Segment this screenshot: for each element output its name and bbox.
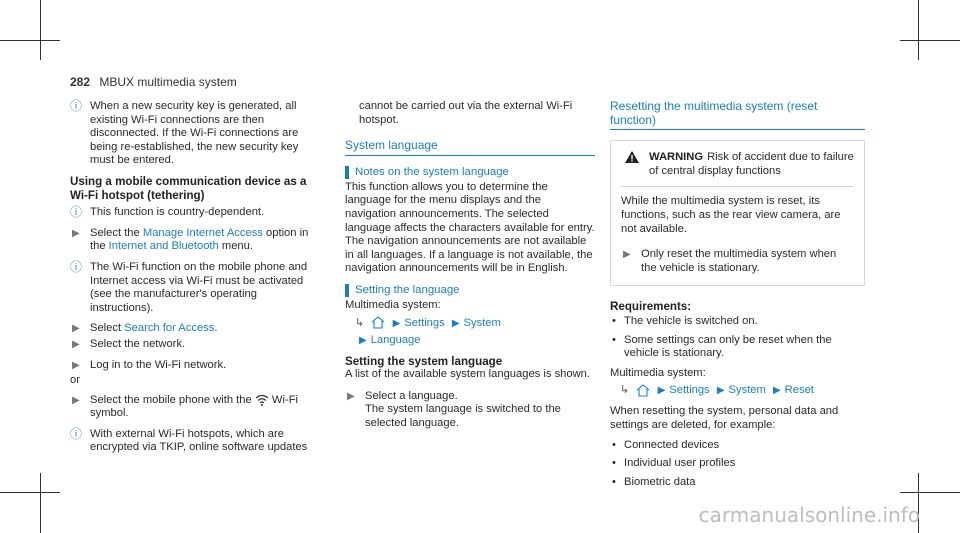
- multimedia-label: Multimedia system:: [345, 298, 441, 311]
- step-arrow-icon: ▶: [72, 359, 80, 371]
- wifi-icon: [255, 394, 269, 406]
- info-icon: ⓘ: [70, 205, 83, 220]
- continued-text: cannot be carried out via the external Wi-Fi hotspot.: [359, 100, 573, 126]
- chevron-icon: ▶: [716, 385, 725, 397]
- menu-link-internet-bluetooth: Internet and Bluetooth: [108, 240, 219, 253]
- chevron-icon: ▶: [772, 385, 781, 397]
- list-item: • Biometric data: [612, 475, 696, 488]
- step: ▶ Select the mobile phone with the Wi-Fi symbol.: [72, 393, 299, 420]
- list-item: • Individual user profiles: [612, 457, 736, 470]
- crop-mark: [900, 492, 960, 493]
- path-item: System: [463, 316, 501, 329]
- page-header: [70, 75, 237, 89]
- warning-box: [610, 140, 865, 286]
- chevron-icon: ▶: [657, 385, 666, 397]
- note: ⓘ When a new security key is generated, all existing Wi-Fi connections are then disconnected. If the Wi-Fi connections are being re-established, the new security key must be entered.: [70, 99, 299, 167]
- step-arrow-icon: ▶: [72, 227, 80, 239]
- watermark: carmanualsonline.info: [698, 503, 920, 527]
- path-item: Settings: [404, 316, 445, 329]
- list-item: • Some settings can only be reset when the vehicle is stationary.: [612, 333, 832, 360]
- crop-mark: [918, 0, 919, 60]
- page-title: MBUX multimedia system: [99, 75, 237, 89]
- list-item: • Connected devices: [612, 438, 720, 451]
- menu-path: [610, 382, 865, 399]
- or-text: or: [70, 374, 80, 387]
- chevron-icon: ▶: [359, 334, 367, 346]
- subheading-notes: Notes on the system language: [345, 166, 595, 179]
- paragraph: A list of the available system languages is shown.: [345, 368, 591, 381]
- menu-link-manage-internet-access: Manage Internet Access: [142, 226, 263, 239]
- paragraph: While the multimedia system is reset, its functions, such as the rear view camera, are not available.: [621, 195, 841, 235]
- menu-link-search-access: Search for Access: [124, 322, 215, 335]
- subheading-setting-language: Setting the language: [345, 284, 595, 297]
- section-heading-system-language: System language: [345, 139, 595, 156]
- warning: WARNING Risk of accident due to failure of central display functions: [621, 151, 854, 178]
- paragraph: When resetting the system, personal data and settings are deleted, for example:: [610, 405, 839, 431]
- step-arrow-icon: ▶: [72, 323, 80, 335]
- page-number: 282: [70, 75, 91, 89]
- crop-mark: [0, 40, 60, 41]
- step-arrow-icon: ▶: [72, 394, 80, 406]
- crop-mark: [40, 473, 41, 533]
- step-arrow-icon: ▶: [347, 390, 355, 402]
- note: ⓘ This function is country-dependent.: [70, 205, 265, 220]
- info-icon: ⓘ: [70, 259, 83, 274]
- heading-tethering: Using a mobile communication device as a Wi-Fi hotspot (tethering): [70, 174, 307, 202]
- info-icon: ⓘ: [70, 426, 83, 441]
- step-arrow-icon: ▶: [623, 249, 631, 261]
- path-item: Language: [370, 333, 421, 346]
- step: ▶ Select the Manage Internet Access option in the Internet and Bluetooth menu.: [72, 226, 309, 253]
- crop-mark: [40, 0, 41, 60]
- chevron-icon: ▶: [392, 317, 401, 329]
- path-arrow-icon: ↳: [620, 384, 630, 397]
- column-left: [70, 100, 320, 462]
- list-item: • The vehicle is switched on.: [612, 314, 758, 327]
- path-item: Reset: [784, 384, 814, 397]
- chevron-icon: ▶: [451, 317, 460, 329]
- step-arrow-icon: ▶: [72, 338, 80, 350]
- heading-set-system-language: Setting the system language: [345, 354, 503, 368]
- info-icon: ⓘ: [70, 99, 83, 113]
- warning-title: WARNING: [649, 151, 704, 164]
- path-arrow-icon: ↳: [355, 316, 365, 329]
- crop-mark: [900, 40, 960, 41]
- multimedia-label: Multimedia system:: [610, 366, 706, 379]
- crop-mark: [0, 492, 60, 493]
- menu-path: [345, 315, 595, 349]
- path-item: System: [728, 384, 766, 397]
- divider: [621, 186, 854, 187]
- step: ▶ Select Search for Access.: [72, 322, 218, 335]
- requirements-heading: Requirements:: [610, 300, 692, 314]
- path-item: Settings: [669, 384, 710, 397]
- column-right: [610, 100, 865, 494]
- section-heading-reset: Resetting the multimedia system (reset function): [610, 100, 865, 130]
- paragraph: This function allows you to determine the language for the menu displays and the navigation announcements. The selected language affects the characters available for entry. The navigation announcements are not available in all languages. If a language is not available, the navigation announcements will be in English.: [345, 180, 595, 275]
- step: ▶ Select the network.: [72, 337, 186, 350]
- step: ▶ Only reset the multimedia system when the vehicle is stationary.: [623, 248, 837, 274]
- column-middle: [345, 100, 595, 438]
- note: ⓘ The Wi-Fi function on the mobile phone and Internet access via Wi-Fi must be activated (see the manufacturer's operating instructions).: [70, 259, 308, 314]
- warning-icon: [625, 151, 639, 163]
- home-icon: [371, 316, 385, 329]
- note: ⓘ With external Wi-Fi hotspots, which are encrypted via TKIP, online software updates: [70, 426, 308, 454]
- home-icon: [636, 384, 650, 397]
- step: ▶ Log in to the Wi-Fi network.: [72, 358, 227, 371]
- step: ▶ Select a language. The system language is switched to the selected language.: [347, 389, 561, 429]
